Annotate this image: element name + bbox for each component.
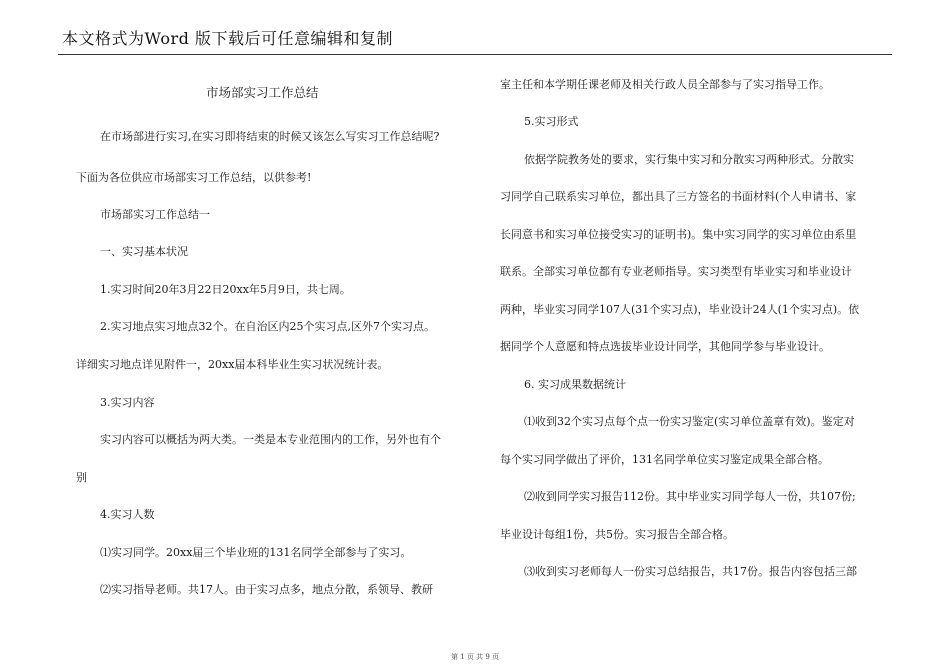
paragraph-line: 2.实习地点实习地点32个。在自治区内25个实习点,区外7个实习点。 [100, 320, 435, 333]
paragraph-line: ⑴实习同学。20xx届三个毕业班的131名同学全部参与了实习。 [100, 546, 412, 559]
paragraph-line: ⑴收到32个实习点每个点一份实习鉴定(实习单位盖章有效)。鉴定对 [524, 415, 855, 428]
page-number: 第 1 页 共 9 页 [450, 653, 500, 661]
paragraph-line: 联系。全部实习单位都有专业老师指导。实习类型有毕业实习和毕业设计 [500, 265, 852, 278]
document-title: 市场部实习工作总结 [206, 85, 319, 100]
paragraph-line: 室主任和本学期任课老师及相关行政人员全部参与了实习指导工作。 [500, 78, 830, 91]
paragraph-line: 实习内容可以概括为两大类。一类是本专业范围内的工作，另外也有个 [100, 433, 441, 446]
paragraph-line: 每个实习同学做出了评价，131名同学单位实习鉴定成果全部合格。 [500, 453, 829, 466]
download-banner: 本文格式为Word 版下载后可任意编辑和复制 [62, 29, 393, 48]
header-divider [58, 54, 892, 55]
paragraph-line: 毕业设计每组1份，共5份。实习报告全部合格。 [500, 528, 734, 541]
section-heading: 4.实习人数 [100, 508, 155, 521]
section-heading: 6. 实习成果数据统计 [524, 378, 626, 391]
section-heading: 市场部实习工作总结一 [100, 208, 210, 221]
section-heading: 一、实习基本状况 [100, 245, 188, 258]
paragraph-line: 别 [76, 471, 87, 484]
paragraph-line: 下面为各位供应市场部实习工作总结，以供参考! [76, 171, 312, 184]
section-heading: 5.实习形式 [524, 115, 579, 128]
paragraph-line: 在市场部进行实习,在实习即将结束的时候又该怎么写实习工作总结呢? [100, 130, 440, 143]
paragraph-line: ⑶收到实习老师每人一份实习总结报告，共17份。报告内容包括三部 [524, 565, 857, 578]
paragraph-line: 依据学院教务处的要求，实行集中实习和分散实习两种形式。分散实 [524, 153, 854, 166]
paragraph-line: 1.实习时间20年3月22日20xx年5月9日，共七周。 [100, 283, 351, 296]
section-heading: 3.实习内容 [100, 396, 155, 409]
paragraph-line: 两种，毕业实习同学107人(31个实习点)，毕业设计24人(1个实习点)。依 [500, 303, 860, 316]
paragraph-line: ⑵收到同学实习报告112份。其中毕业实习同学每人一份，共107份; [524, 490, 856, 503]
paragraph-line: ⑵实习指导老师。共17人。由于实习点多，地点分散，系领导、教研 [100, 583, 433, 596]
paragraph-line: 详细实习地点详见附件一，20xx届本科毕业生实习状况统计表。 [76, 358, 389, 371]
paragraph-line: 习同学自己联系实习单位，都出具了三方签名的书面材料(个人申请书、家 [500, 190, 857, 203]
paragraph-line: 长同意书和实习单位接受实习的证明书)。集中实习同学的实习单位由系里 [500, 228, 857, 241]
paragraph-line: 据同学个人意愿和特点选拔毕业设计同学，其他同学参与毕业设计。 [500, 340, 830, 353]
